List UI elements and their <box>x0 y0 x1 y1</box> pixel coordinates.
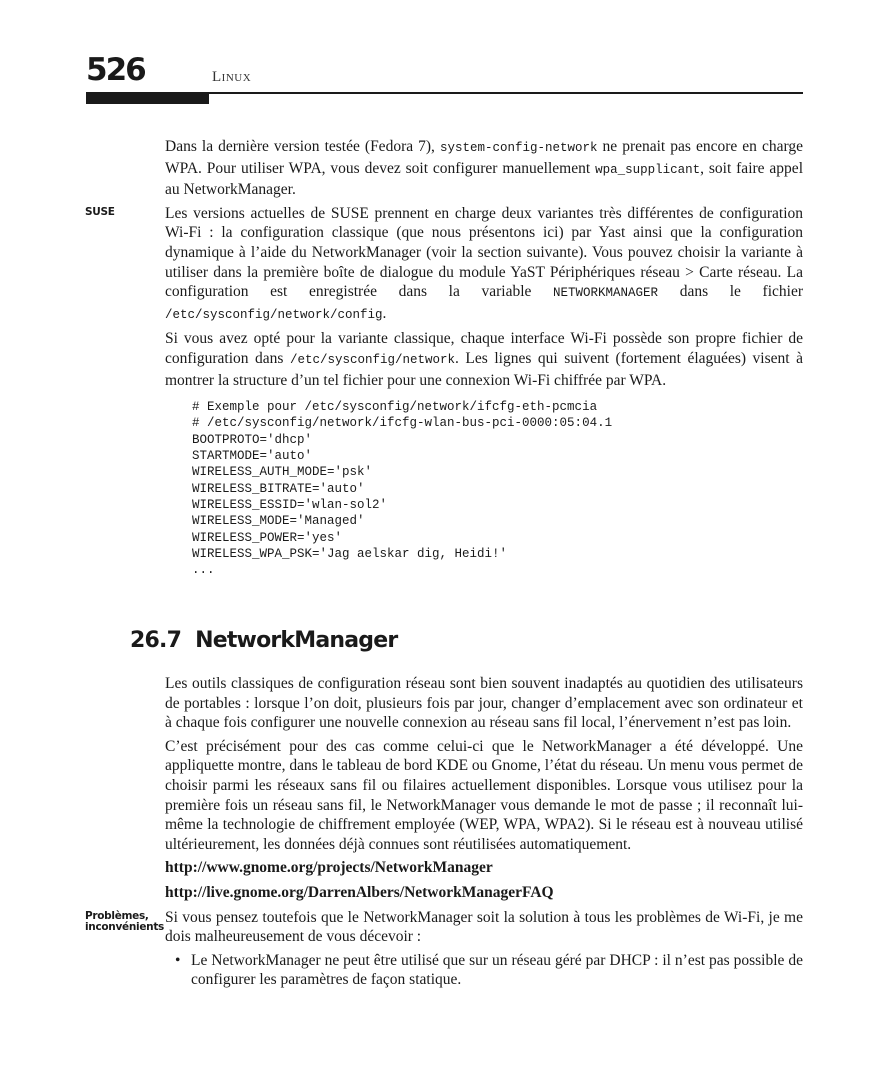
text-run: . Les lignes qui suivent (fortement élaguées) visent à montrer la structure d’un tel fichier pour une connexion Wi-Fi chiffrée par WPA. <box>165 349 803 389</box>
text-run: Si vous avez opté pour la variante classique, chaque interface Wi-Fi possède son propre fichier de configuration dans <box>165 330 803 367</box>
code-line: # /etc/sysconfig/network/ifcfg-wlan-bus-pci-0000:05:04.1 <box>192 416 613 431</box>
bullet-marker: • <box>175 951 181 969</box>
text-run: Dans la dernière version testée (Fedora 7), <box>165 138 440 155</box>
code-line: BOOTPROTO='dhcp' <box>192 432 313 447</box>
code-line: WIRELESS_MODE='Managed' <box>192 514 365 529</box>
section-number: 26.7 <box>130 628 182 653</box>
classic-variant-paragraph <box>165 329 803 390</box>
text-run: ne prenait pas encore en charge WPA. Pour utiliser WPA, vous devez soit configurer manuellement <box>165 138 803 177</box>
section-heading <box>130 628 397 653</box>
text-run: , soit faire appel au NetworkManager. <box>165 159 803 199</box>
url-networkmanager: http://www.gnome.org/projects/NetworkManager <box>165 859 493 877</box>
section-text <box>85 674 803 990</box>
header-bar <box>86 94 209 104</box>
text-run: Le NetworkManager ne peut être utilisé que sur un réseau géré par DHCP : il n’est pas possible de configurer les paramètres de façon statique. <box>191 951 803 989</box>
margin-note-suse: SUSE <box>85 205 115 218</box>
intro-paragraph <box>165 137 803 200</box>
inline-code: /etc/sysconfig/network <box>289 352 456 367</box>
nm-paragraph-2: C’est précisément pour des cas comme celui-ci que le NetworkManager a été développé. Une appliquette montre, dans le tableau de bord KDE ou Gnome, l’état du réseau. Un menu vous permet de choisir parmi les réseaux sans fil ou filaires actuellement disponibles. Lorsque vous utilisez pour la première fois un réseau sans fil, le NetworkManager vous demande le mot de passe ; il reconnaît lui-même la technologie de chiffrement employée (WEP, WPA, WPA2). Si le réseau est à nouveau utilisé ultérieurement, les données déjà connues sont réutilisées automatiquement. <box>165 737 803 853</box>
suse-paragraph <box>85 204 804 326</box>
text-run: dans le fichier <box>658 283 804 301</box>
inline-code: /etc/sysconfig/network/config <box>165 307 383 322</box>
margin-note-problems <box>85 909 164 933</box>
code-line: WIRELESS_POWER='yes' <box>192 530 343 545</box>
running-head: Linux <box>212 69 252 85</box>
inline-code: system-config-network <box>439 141 598 155</box>
bullet-list <box>165 951 803 990</box>
code-line: STARTMODE='auto' <box>192 449 313 464</box>
list-item <box>175 951 803 990</box>
code-line: WIRELESS_BITRATE='auto' <box>192 481 365 496</box>
inline-code: NETWORKMANAGER <box>553 286 659 301</box>
code-line: WIRELESS_AUTH_MODE='psk' <box>192 465 373 480</box>
main-text <box>85 137 804 578</box>
inline-code: wpa_supplicant <box>595 162 701 177</box>
code-line: WIRELESS_WPA_PSK='Jag aelskar dig, Heidi!' <box>192 546 508 561</box>
code-line: ... <box>192 563 215 578</box>
text-run: . <box>382 304 387 322</box>
page-number: 526 <box>86 52 145 88</box>
nm-paragraph-3 <box>85 908 803 947</box>
margin-note-line: Problèmes, <box>85 909 149 922</box>
section-title: NetworkManager <box>195 628 398 653</box>
margin-note-line: inconvénients <box>85 920 164 933</box>
text-run: Si vous pensez toutefois que le NetworkManager soit la solution à tous les problèmes de Wi-Fi, je me dois malheureusement de vous décevoir : <box>165 908 803 946</box>
code-line: # Exemple pour /etc/sysconfig/network/ifcfg-eth-pcmcia <box>192 400 598 415</box>
code-listing <box>192 399 803 578</box>
code-line: WIRELESS_ESSID='wlan-sol2' <box>192 497 388 512</box>
nm-paragraph-1: Les outils classiques de configuration réseau sont bien souvent inadaptés au quotidien des utilisateurs de portables : lorsque l’on doit, plusieurs fois par jour, changer d’emplacement avec son ordinateur et à chaque fois configurer une nouvelle connexion au réseau sans fil local, l’énervement n’est pas loin. <box>165 675 803 732</box>
text-run: Les versions actuelles de SUSE prennent en charge deux variantes très différentes de configuration Wi-Fi : la configuration classique (que nous présentons ici) par Yast ainsi que la configuration dynamique à l’aide du NetworkManager (voir la section suivante). Vous pouvez choisir la variante à utiliser dans la première boîte de dialogue du module YaST Périphériques réseau > Carte réseau. La configuration est enregistrée dans la variable <box>165 204 803 301</box>
url-networkmanager-faq: http://live.gnome.org/DarrenAlbers/NetworkManagerFAQ <box>165 883 554 901</box>
